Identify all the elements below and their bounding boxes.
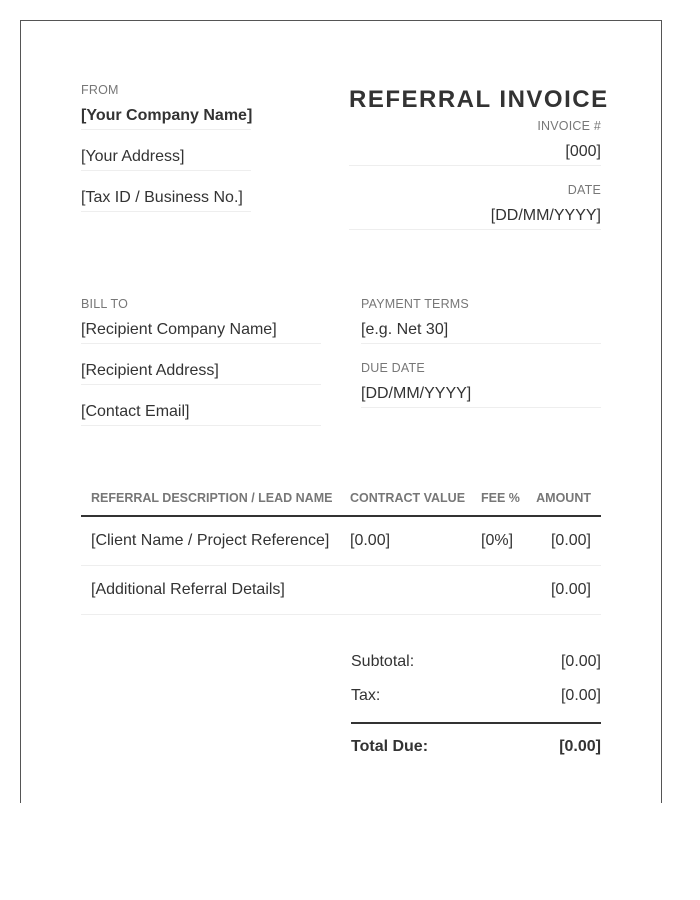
due-date-field[interactable]: [DD/MM/YYYY] [361,385,601,408]
from-address-field[interactable]: [Your Address] [81,148,251,171]
invoice-date-field[interactable]: [DD/MM/YYYY] [349,207,601,230]
col-header-amount: AMOUNT [536,491,591,505]
payment-terms-label: PAYMENT TERMS [361,297,469,311]
row-1-description[interactable]: [Client Name / Project Reference] [91,532,330,549]
from-label: FROM [81,83,119,97]
row-2-description[interactable]: [Additional Referral Details] [91,581,285,598]
from-tax-id-field[interactable]: [Tax ID / Business No.] [81,189,251,212]
row-2-amount[interactable]: [0.00] [550,581,591,598]
total-divider [351,722,601,724]
invoice-sheet [20,20,662,803]
row-1-fee[interactable]: [0%] [481,532,514,549]
bill-to-email-field[interactable]: [Contact Email] [81,403,321,426]
invoice-number-label: INVOICE # [537,119,601,133]
from-company-field[interactable]: [Your Company Name] [81,107,251,130]
row-1-contract-value[interactable]: [0.00] [350,532,391,549]
col-header-description: REFERRAL DESCRIPTION / LEAD NAME [91,491,333,505]
total-due-label: Total Due: [351,738,429,755]
row-1-amount[interactable]: [0.00] [550,532,591,549]
bill-to-label: BILL TO [81,297,129,311]
row-2-divider [81,614,601,615]
invoice-date-label: DATE [567,183,601,197]
payment-terms-field[interactable]: [e.g. Net 30] [361,321,601,344]
bill-to-company-field[interactable]: [Recipient Company Name] [81,321,321,344]
due-date-label: DUE DATE [361,361,425,375]
tax-label: Tax: [351,687,381,704]
subtotal-label: Subtotal: [351,653,415,670]
col-header-contract-value: CONTRACT VALUE [350,491,466,505]
invoice-number-field[interactable]: [000] [349,143,601,166]
row-1-divider [81,565,601,566]
tax-value: [0.00] [560,687,601,704]
bill-to-address-field[interactable]: [Recipient Address] [81,362,321,385]
invoice-title: REFERRAL INVOICE [349,86,609,113]
total-due-value: [0.00] [559,738,601,755]
col-header-fee: FEE % [481,491,520,505]
table-header-divider [81,515,601,517]
subtotal-value: [0.00] [560,653,601,670]
